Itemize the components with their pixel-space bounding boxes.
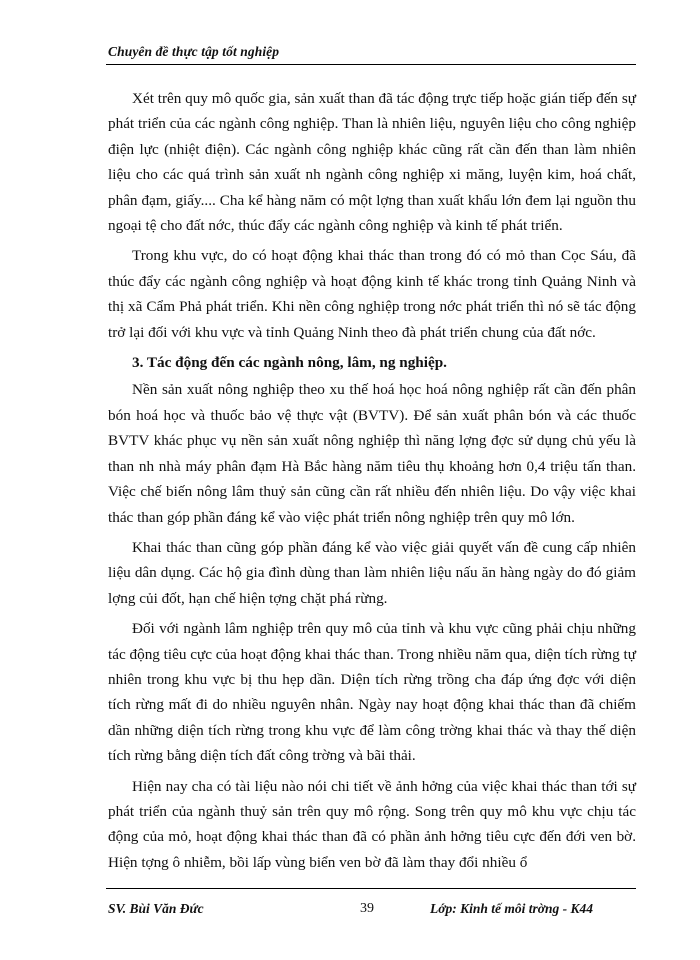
paragraph-national-scale: Xét trên quy mô quốc gia, sản xuất than đã tác động trực tiếp hoặc gián tiếp đến sự phát triển của các ngành công nghiệp. Than là nhiên liệu, nguyên liệu cho công nghiệp điện lực (nhiệt điện). Các ngành công nghiệp khác cũng rất cần đến than làm nhiên liệu cho các quá trình sản xuất nh ngành công nghiệp xi măng, luyện kim, hoá chất, phân đạm, giấy.... Cha kể hàng năm có một lợng than xuất khẩu lớn đem lại nguồn thu ngoại tệ cho đất nớc, thúc đẩy các ngành công nghiệp và kinh tế phát triển. — [108, 90, 636, 235]
footer-author: SV. Bùi Văn Đức — [108, 901, 204, 916]
header-divider — [106, 64, 636, 65]
paragraph-domestic-fuel: Khai thác than cũng góp phần đáng kể vào việc giải quyết vấn đề cung cấp nhiên liệu dân dụng. Các hộ gia đình dùng than làm nhiên liệu nấu ăn hàng ngày do đó giảm lợng củi đốt, hạn chế hiện tợng chặt phá rừng. — [108, 538, 636, 607]
page-header-title: Chuyên đề thực tập tốt nghiệp — [108, 44, 280, 59]
page-body — [108, 86, 636, 880]
paragraph-regional: Trong khu vực, do có hoạt động khai thác than trong đó có mỏ than Cọc Sáu, đã thúc đẩy các ngành công nghiệp và hoạt động kinh tế khác trong tỉnh Quảng Ninh và thị xã Cẩm Phả phát triển. Khi nền công nghiệp trong nớc phát triển thì nó sẽ tác động trở lại đối với khu vực và tỉnh Quảng Ninh theo đà phát triển chung của đất nớc. — [108, 247, 636, 341]
footer-divider — [106, 888, 636, 889]
paragraph-agriculture: Nền sản xuất nông nghiệp theo xu thế hoá học hoá nông nghiệp rất cần đến phân bón hoá học và thuốc bảo vệ thực vật (BVTV). Để sản xuất phân bón và các thuốc BVTV khác phục vụ nền sản xuất nông nghiệp thì năng lợng đợc sử dụng chủ yếu là than nh nhà máy phân đạm Hà Bắc hàng năm tiêu thụ khoảng hơn 0,4 triệu tấn than. Việc chế biến nông lâm thuỷ sản cũng cần rất nhiều đến nhiên liệu. Do vậy việc khai thác than góp phần đáng kể vào việc phát triển nông nghiệp trên quy mô lớn. — [108, 381, 636, 526]
section-heading: 3. Tác động đến các ngành nông, lâm, ng nghiệp. — [132, 354, 447, 372]
paragraph-forestry: Đối với ngành lâm nghiệp trên quy mô của tỉnh và khu vực cũng phải chịu những tác động tiêu cực của hoạt động khai thác than. Trong nhiều năm qua, diện tích rừng tự nhiên trong khu vực bị thu hẹp dần. Diện tích rừng trồng cha đáp ứng đợc với diện tích rừng mất đi do nhiều nguyên nhân. Ngày nay hoạt động khai thác than đã chiếm dần những diện tích rừng trong khu vực để làm công trờng khai thác và thay thế diện tích rừng bằng diện tích đất công trờng và bãi thải. — [108, 620, 636, 765]
footer-class: Lớp: Kinh tế môi trờng - K44 — [430, 901, 594, 916]
paragraph-fisheries: Hiện nay cha có tài liệu nào nói chi tiết về ảnh hởng của việc khai thác than tới sự phát triển của ngành thuỷ sản trên quy mô rộng. Song trên quy mô khu vực chịu tác động của mỏ, hoạt động khai thác than đã có phần ảnh hởng tiêu cực đến đới ven bờ. Hiện tợng ô nhiễm, bồi lấp vùng biển ven bờ đã làm thay đổi nhiều ổ — [108, 777, 636, 871]
page-number: 39 — [360, 901, 374, 916]
